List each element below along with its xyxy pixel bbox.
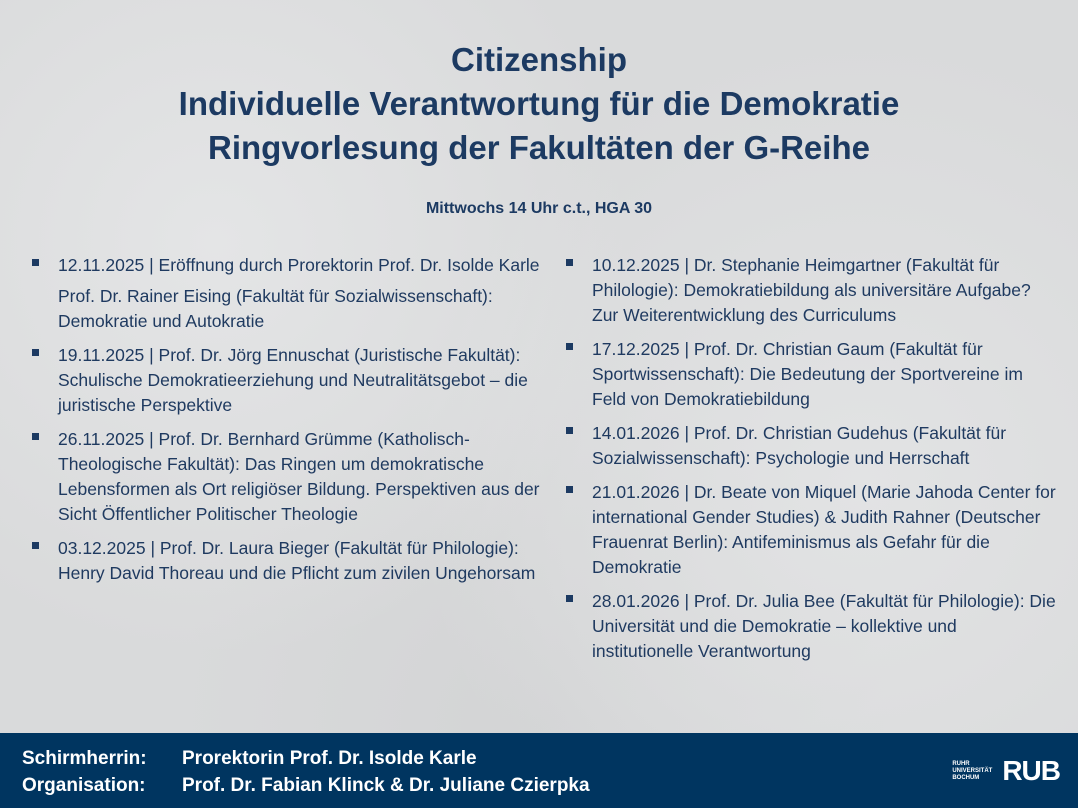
logo-rub: RUB [1002,755,1060,786]
title-line-3: Ringvorlesung der Fakultäten der G-Reihe [208,129,870,166]
title-line-2: Individuelle Verantwortung für die Demokratie [178,85,900,122]
patron-row [22,746,477,772]
subtitle: Mittwochs 14 Uhr c.t., HGA 30 [425,200,653,217]
schedule-left [58,253,540,595]
list-item: 17.12.2025 | Prof. Dr. Christian Gaum (Fakultät für Sportwissenschaft): Die Bedeutung der Sportvereine im Feld von Demokratiebildung [592,337,1057,412]
list-item: 21.01.2026 | Dr. Beate von Miquel (Marie Jahoda Center for international Gender Studies) & Judith Rahner (Deutscher Frauenrat Berlin): Antifeminismus als Gefahr für die Demokratie [592,480,1057,580]
logo-wordmark [952,761,992,782]
organisation-label: Organisation: [22,775,146,796]
patron-name: Prorektorin Prof. Dr. Isolde Karle [182,748,477,769]
rub-logo [952,755,1060,787]
list-item: 19.11.2025 | Prof. Dr. Jörg Ennuschat (Juristische Fakultät): Schulische Demokratieerziehung und Neutralitätsgebot – die juristische Perspektive [58,343,540,418]
patron-label: Schirmherrin: [22,748,147,769]
list-item: 28.01.2026 | Prof. Dr. Julia Bee (Fakultät für Philologie): Die Universität und die Demokratie – kollektive und institutionelle Verantwortung [592,589,1057,664]
list-item: Prof. Dr. Rainer Eising (Fakultät für Sozialwissenschaft): Demokratie und Autokratie [58,286,493,331]
organisation-row [22,773,590,799]
footer [0,733,1078,808]
logo-line: UNIVERSITÄT [952,767,993,774]
list-item: 26.11.2025 | Prof. Dr. Bernhard Grümme (Katholisch-Theologische Fakultät): Das Ringen um demokratische Lebensformen als Ort religiöser Bildung. Perspektiven aus der Sicht Öffentlicher Politischer Theologie [58,427,540,527]
list-item: 10.12.2025 | Dr. Stephanie Heimgartner (Fakultät für Philologie): Demokratiebildung als universitäre Aufgabe? Zur Weiterentwicklung des Curriculums [592,253,1057,328]
poster-title [0,38,1078,170]
logo-line: RUHR [952,760,970,767]
logo-line: BOCHUM [952,774,980,781]
list-item: 12.11.2025 | Eröffnung durch Prorektorin Prof. Dr. Isolde Karle [58,253,540,278]
organisation-names: Prof. Dr. Fabian Klinck & Dr. Juliane Czierpka [182,775,590,796]
list-item: 14.01.2026 | Prof. Dr. Christian Gudehus (Fakultät für Sozialwissenschaft): Psychologie und Herrschaft [592,421,1057,471]
list-item: 03.12.2025 | Prof. Dr. Laura Bieger (Fakultät für Philologie): Henry David Thoreau und die Pflicht zum zivilen Ungehorsam [58,536,540,586]
schedule-right [592,253,1057,673]
title-line-1: Citizenship [450,41,627,78]
